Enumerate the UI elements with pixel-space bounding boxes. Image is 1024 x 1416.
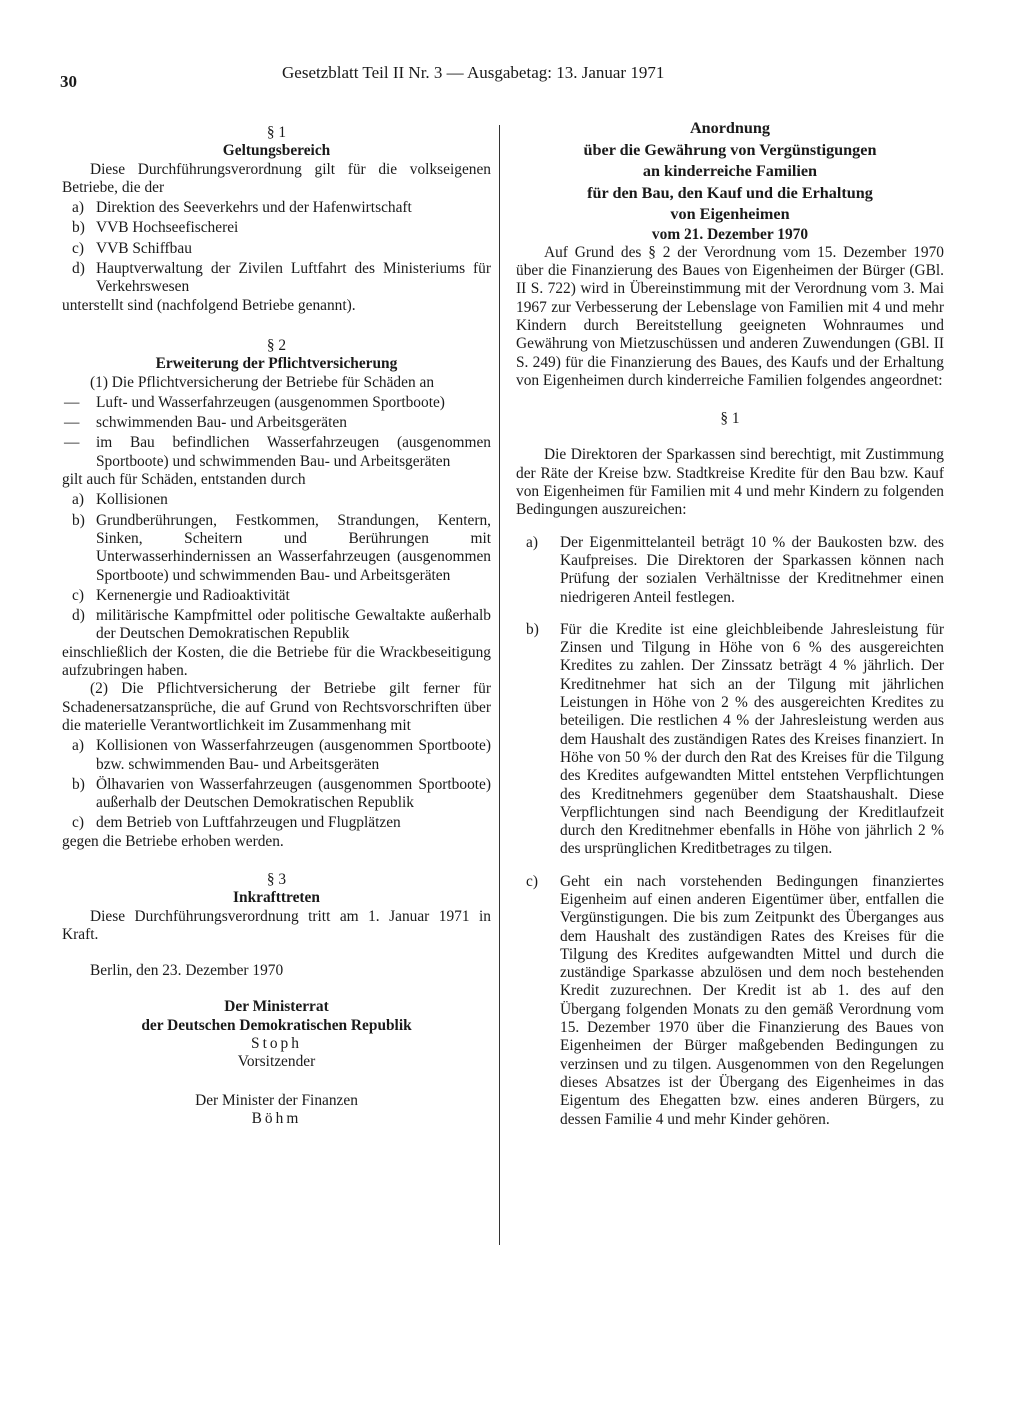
signature-role-2: Der Minister der Finanzen [195,1091,358,1109]
item-label: a) [72,491,84,509]
item-text: Kollisionen [96,491,168,509]
section-2-number: § 2 [266,336,287,354]
decree-preamble: Auf Grund des § 2 der Verordnung vom 15. Dezember 1970 über die Finanzierung des Baues von Eigenheimen der Bürger (GBl. II S. 722) wird in Übereinstimmung mit der Verordnung vom 3. Mai 1967 zur Verbesserung der Lebenslage von Familien mit 4 und mehr Kindern durch Bereitstellung geeigneten Wohnraumes und Gewährung von Mietzuschüssen und anderen Zuwendungen (GBl. II S. 249) für die Finanzierung des Baues, des Kaufs und der Erhaltung von Eigenheimen durch kinderreiche Familien folgendes angeordnet: [516,243,944,389]
item-label: c) [72,814,84,832]
item-label: a) [72,737,84,755]
item-text: Direktion des Seeverkehrs und der Hafenwirtschaft [96,199,412,217]
section-1-outro: unterstellt sind (nachfolgend Betriebe genannt). [62,296,356,314]
item-label: b) [72,511,85,529]
section-3-text: Diese Durchführungsverordnung tritt am 1. Januar 1971 in Kraft. [62,907,491,943]
section-2-p2-intro: (2) Die Pflichtversicherung der Betriebe gilt ferner für Schadenersatzansprüche, die auf Grund von Rechtsvorschriften über die materielle Verantwortlichkeit im Zusammenhang mit [62,680,491,734]
item-text: im Bau befindlichen Wasserfahrzeugen (ausgenommen Sportboote) und schwimmenden Bau- und Arbeitsgeräten [96,434,491,470]
item-label: c) [526,872,538,890]
item-label: c) [72,239,84,257]
list-item [62,737,491,774]
decree-date: vom 21. Dezember 1970 [651,225,809,243]
decree-section-1-number: § 1 [720,410,740,428]
item-label: — [64,414,80,432]
item-text: Kollisionen von Wasserfahrzeugen (ausgenommen Sportboote) bzw. schwimmenden Bau- und Arbeitsgeräten [96,737,491,773]
item-text: VVB Schiffbau [96,239,192,257]
item-label: — [64,434,80,452]
list-item [62,219,491,237]
list-item [62,240,491,258]
signature-name-1: Stoph [251,1035,302,1053]
decree-title-line: Anordnung [689,119,771,137]
item-label: b) [72,219,85,237]
item-text: Kernenergie und Radioaktivität [96,586,290,604]
decree-title-line: an kinderreiche Familien [642,162,818,180]
item-text: Hauptverwaltung der Zivilen Luftfahrt des Ministeriums für Verkehrswesen [96,260,491,296]
section-2-p1-end: einschließlich der Kosten, die die Betriebe für die Wrackbeseitigung aufzubringen haben. [62,643,491,680]
list-item [62,260,491,297]
list-item [62,394,491,412]
list-item [62,434,491,471]
item-label: c) [72,586,84,604]
item-text: Luft- und Wasserfahrzeugen (ausgenommen Sportboote) [96,393,445,411]
item-text: schwimmenden Bau- und Arbeitsgeräten [96,414,347,432]
list-item [62,414,491,432]
item-label: d) [72,260,85,278]
list-item [516,534,944,607]
left-column [62,124,491,1128]
section-2-p1-mid: gilt auch für Schäden, entstanden durch [62,471,306,489]
signature-org-line1: Der Ministerrat [224,998,329,1016]
signature-role-1: Vorsitzender [237,1053,316,1071]
item-text: Der Eigenmittelanteil beträgt 10 % der Baukosten bzw. des Kaufpreises. Die Direktoren der Sparkassen können nach Prüfung der sozialen Verhältnisse der Kreditnehmer einen niedrigeren Anteil festlegen. [560,533,944,606]
item-text: Grundberührungen, Festkommen, Strandungen, Kentern, Sinken, Scheitern und Berührungen mit Unterwasserhindernissen an Wasserfahrzeugen (ausgenommen Sportboote) und schwimmenden Bau- und Arbeitsgeräten [96,511,491,584]
signature-place-date: Berlin, den 23. Dezember 1970 [90,962,284,980]
list-item [516,621,944,859]
item-label: b) [72,775,85,793]
section-1-title: Geltungsbereich [222,142,331,160]
section-3-number: § 3 [266,870,287,888]
section-2-p1-intro: (1) Die Pflichtversicherung der Betriebe für Schäden an [90,373,435,391]
section-1-intro: Diese Durchführungsverordnung gilt für die volkseigenen Betriebe, die der [62,160,491,196]
item-label: d) [72,607,85,625]
item-label: a) [526,533,538,551]
item-text: Geht ein nach vorstehenden Bedingungen finanziertes Eigenheim auf einen anderen Eigentümer über, entfallen die Vergünstigungen. Die bis zum Zeitpunkt des Überganges aus dem Haushalt des zuständigen Rates des Kreises für die Tilgung des Kredites aufgewandten Mittel und durch die zuständige Sparkasse abzulösen und dem noch bestehenden Kredit zuzurechnen. Der Kredit ist ab 1. des auf den Übergang folgenden Monats zu den gemäß Verordnung vom 15. Dezember 1970 über die Finanzierung des Baues von Eigenheimen der Bürger maßgebenden Bedingungen zu verzinsen und zu tilgen. Ausgenommen von den Regelungen dieses Absatzes ist der Übergang des Eigenheimes in das Eigentum des Ehegatten bzw. eines anderen Bürgers, zu dessen Familie 4 und mehr Kinder gehören. [560,872,944,1128]
list-item [62,607,491,644]
page-number: 30 [60,72,77,91]
signature-org-line2: der Deutschen Demokratischen Republik [141,1016,412,1034]
decree-title-line: über die Gewährung von Vergünstigungen [583,140,877,159]
item-label: a) [72,199,84,217]
list-item [62,491,491,509]
decree-title-line: für den Bau, den Kauf und die Erhaltung [587,183,873,202]
right-column [516,118,944,1129]
running-header: Gesetzblatt Teil II Nr. 3 — Ausgabetag: 13. Januar 1971 [282,63,665,82]
column-divider [499,125,500,1245]
item-text: Ölhavarien von Wasserfahrzeugen (ausgenommen Sportboote) außerhalb der Deutschen Demokratischen Republik [96,775,491,812]
section-3-title: Inkrafttreten [233,889,320,907]
item-text: VVB Hochseefischerei [96,219,239,237]
item-label: — [64,393,80,411]
item-text: militärische Kampfmittel oder politische Gewaltakte außerhalb der Deutschen Demokratischen Republik [96,607,491,643]
section-2-p2-end: gegen die Betriebe erhoben werden. [62,832,284,850]
decree-section-1-intro: Die Direktoren der Sparkassen sind berechtigt, mit Zustimmung der Räte der Kreise bzw. Stadtkreise Kredite für den Bau bzw. Kauf von Eigenheimen für Familien mit 4 und mehr Kindern zu folgenden Bedingungen auszureichen: [516,446,944,519]
decree-title-line: von Eigenheimen [670,205,790,223]
list-item [516,873,944,1129]
list-item [62,199,491,217]
item-text: Für die Kredite ist eine gleichbleibende Jahresleistung für Zinsen und Tilgung in Höhe von 6 % des ausgereichten Kredites zu zahlen. Der Zinssatz beträgt 4 % jährlich. Der Kreditnehmer hat sich an der Tilgung mit jährlichen Leistungen in Höhe von 2 % des ausgereichten Kredites zu beteiligen. Die restlichen 4 % der Jahresleistung werden aus dem Haushalt des zuständigen Rates des Kreises finanziert. In Höhe von 50 % der durch den Rat des Kreises für die Tilgung des Kredites aufgewandten Mittel entstehen Verpflichtungen des Kreditnehmers gegenüber dem Staatshaushalt. Diese Verpflichtungen sind nach Beendigung der Kreditlaufzeit durch den Kreditnehmer ebenfalls in Höhe von jährlich 2 % des ursprünglichen Kreditbetrages zu tilgen. [560,620,944,858]
list-item [62,814,491,832]
signature-name-2: Böhm [251,1109,302,1127]
item-label: b) [526,620,539,638]
list-item [62,512,491,585]
section-2-title: Erweiterung der Pflichtversicherung [155,355,398,373]
list-item [62,587,491,605]
section-1-number: § 1 [266,124,287,141]
item-text: dem Betrieb von Luftfahrzeugen und Flugplätzen [96,814,401,832]
list-item [62,776,491,813]
